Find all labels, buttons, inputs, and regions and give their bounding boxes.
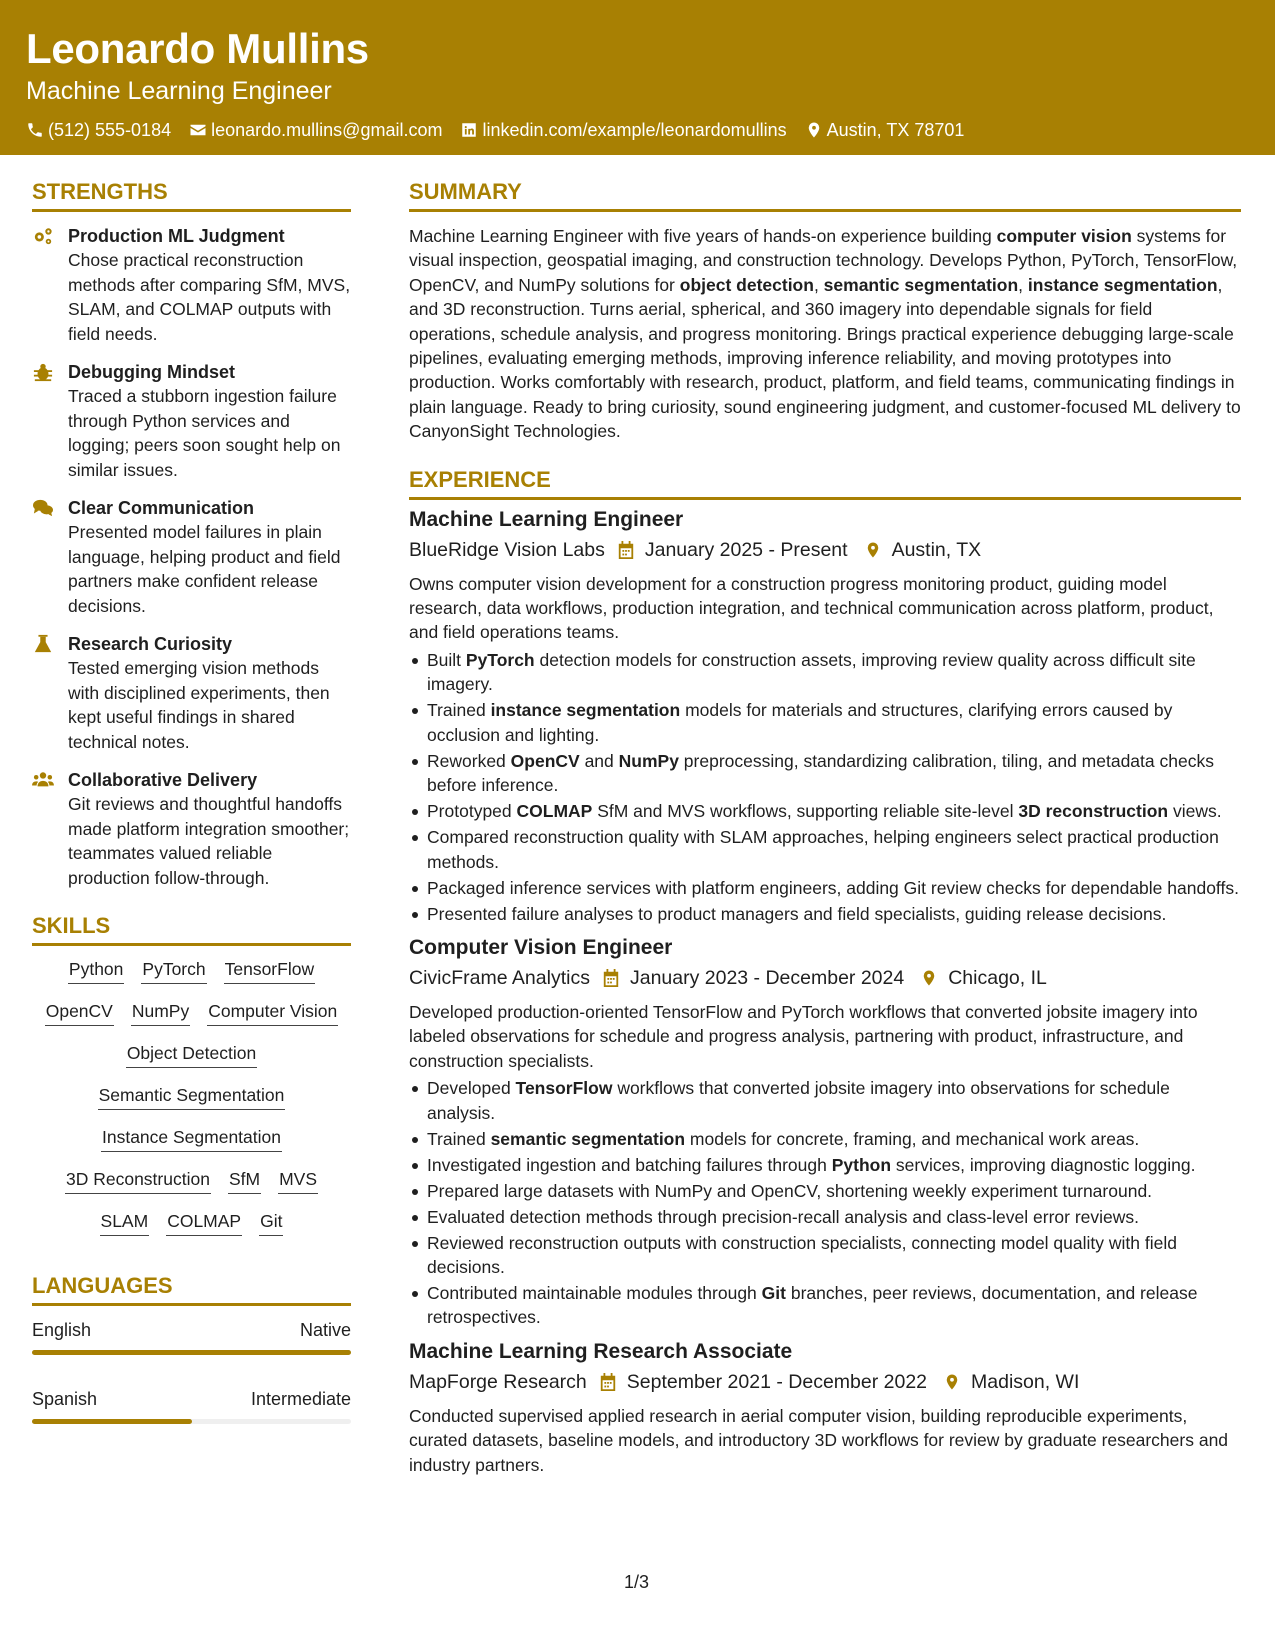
strength-description: Traced a stubborn ingestion failure through Python services and logging; peers soon sought help on similar issues. [68, 386, 341, 480]
skill-tag: OpenCV [45, 1000, 114, 1026]
gears-icon [32, 226, 54, 246]
skills-list [32, 958, 351, 1236]
map-marker-icon [920, 968, 938, 988]
job-location: Austin, TX [891, 538, 982, 561]
skill-tag: Object Detection [126, 1042, 257, 1068]
contact-phone[interactable] [26, 119, 171, 141]
strengths-list [32, 224, 351, 890]
strength-description: Tested emerging vision methods with disciplined experiments, then kept useful findings in shared technical notes. [68, 658, 330, 752]
language-item [32, 1387, 351, 1411]
skill-tag: SfM [228, 1168, 261, 1194]
job-description: Conducted supervised applied research in aerial computer vision, building reproducible experiments, curated datasets, baseline models, and introductory 3D workflows for review by graduate researchers and industry partners. [409, 1405, 1229, 1475]
comments-icon [32, 498, 54, 518]
job-title: Computer Vision Engineer [409, 935, 673, 959]
candidate-title: Machine Learning Engineer [26, 77, 332, 105]
skill-tag: TensorFlow [224, 958, 315, 984]
job-title: Machine Learning Research Associate [409, 1339, 793, 1363]
job-bullet: Compared reconstruction quality with SLAM approaches, helping engineers select practical production methods. [409, 825, 1241, 874]
strength-item [32, 768, 351, 890]
skill-tag: 3D Reconstruction [65, 1168, 211, 1194]
language-proficiency-fill [32, 1419, 192, 1424]
strength-item [32, 496, 351, 618]
summary-text: Machine Learning Engineer with five years of hands-on experience building computer vision systems for visual inspection, geospatial imaging, and construction technology. Develops Python, PyTorch, TensorFlow, OpenCV, and NumPy solutions for object detection, semantic segmentation, instance segmentation, and 3D reconstruction. Turns aerial, spherical, and 360 imagery into dependable signals for field operations, schedule analysis, and progress monitoring. Brings practical experience debugging large-scale pipelines, evaluating emerging methods, improving inference reliability, and moving prototypes into production. Works comfortably with research, product, platform, and field teams, communicating findings in plain language. Ready to bring curiosity, sound engineering judgment, and customer-focused ML delivery to CanyonSight Technologies. [409, 226, 1241, 442]
language-proficiency-fill [32, 1350, 351, 1355]
bold-keyword: computer vision [996, 226, 1132, 246]
skill-tag: COLMAP [166, 1210, 242, 1236]
job-bullet: Packaged inference services with platform engineers, adding Git review checks for dependable handoffs. [409, 876, 1241, 900]
job-bullets [409, 648, 1241, 926]
job-entry [409, 934, 1241, 1330]
bold-keyword: instance segmentation [490, 700, 681, 721]
job-bullet: Reworked OpenCV and NumPy preprocessing, standardizing calibration, tiling, and metadata checks before inference. [409, 749, 1241, 798]
bold-keyword: semantic segmentation [490, 1128, 686, 1149]
job-description: Owns computer vision development for a construction progress monitoring product, guiding model research, data workflows, production integration, and technical communication across platform, product, and field operations teams. [409, 573, 1214, 643]
job-entry [409, 506, 1241, 926]
bug-icon [32, 362, 54, 382]
strength-item [32, 632, 351, 754]
bold-keyword: OpenCV [510, 750, 580, 771]
job-meta [409, 964, 1241, 992]
calendar-icon [617, 540, 635, 560]
skill-tag: Computer Vision [207, 1000, 338, 1026]
skill-tag: PyTorch [141, 958, 206, 984]
strength-item [32, 360, 351, 482]
strength-item [32, 224, 351, 346]
language-level: Intermediate [250, 1389, 351, 1409]
job-meta [409, 1368, 1241, 1396]
bold-keyword: NumPy [618, 750, 679, 771]
languages-heading: LANGUAGES [32, 1272, 351, 1306]
bold-keyword: Python [831, 1154, 892, 1175]
job-description: Developed production-oriented TensorFlow and PyTorch workflows that converted jobsite imagery into labeled observations for schedule and progress analysis, partnering with product, infrastructure, and construction specialists. [409, 1001, 1198, 1071]
contact-email[interactable] [189, 119, 442, 141]
map-marker-icon [864, 540, 882, 560]
strengths-heading: STRENGTHS [32, 178, 351, 212]
job-meta [409, 536, 1241, 564]
company-name: CivicFrame Analytics [409, 966, 590, 989]
skill-tag: SLAM [100, 1210, 150, 1236]
candidate-name: Leonardo Mullins [26, 25, 369, 72]
job-bullet: Prepared large datasets with NumPy and OpenCV, shortening weekly experiment turnaround. [409, 1179, 1241, 1203]
job-bullet: Presented failure analyses to product managers and field specialists, guiding release decisions. [409, 902, 1241, 926]
linkedin-icon [460, 121, 478, 139]
map-marker-icon [805, 121, 823, 139]
left-column [32, 178, 351, 1456]
job-bullet: Built PyTorch detection models for construction assets, improving review quality across difficult site imagery. [409, 648, 1241, 697]
page-number: 1/3 [624, 1572, 650, 1592]
job-location: Chicago, IL [948, 966, 1047, 989]
right-column [409, 178, 1241, 1477]
bold-keyword: Git [761, 1282, 786, 1303]
skill-tag: Git [259, 1210, 283, 1236]
job-dates: January 2023 - December 2024 [629, 966, 905, 989]
job-bullet: Contributed maintainable modules through Git branches, peer reviews, documentation, and release retrospectives. [409, 1281, 1241, 1330]
job-location: Madison, WI [971, 1370, 1080, 1393]
job-bullet: Developed TensorFlow workflows that converted jobsite imagery into observations for schedule analysis. [409, 1076, 1241, 1125]
email-text: leonardo.mullins@gmail.com [211, 120, 443, 140]
job-bullet: Trained semantic segmentation models for concrete, framing, and mechanical work areas. [409, 1127, 1241, 1151]
strength-title: Collaborative Delivery [68, 770, 258, 790]
users-icon [32, 770, 54, 790]
language-name: English [32, 1320, 92, 1340]
strength-description: Git reviews and thoughtful handoffs made platform integration smoother; teammates valued reliable production follow-through. [68, 794, 350, 888]
bold-keyword: instance segmentation [1027, 274, 1218, 295]
job-entry [409, 1338, 1241, 1477]
bold-keyword: semantic segmentation [823, 274, 1019, 295]
job-bullet: Trained instance segmentation models for materials and structures, clarifying errors caused by occlusion and lighting. [409, 698, 1241, 747]
bold-keyword: TensorFlow [515, 1078, 613, 1099]
skill-tag: Python [68, 958, 124, 984]
calendar-icon [602, 968, 620, 988]
experience-heading: EXPERIENCE [409, 466, 1241, 500]
bold-keyword: object detection [679, 274, 814, 295]
strength-title: Research Curiosity [68, 634, 233, 654]
skill-tag: Instance Segmentation [101, 1126, 282, 1152]
phone-text: (512) 555-0184 [48, 120, 172, 140]
bold-keyword: 3D reconstruction [1018, 801, 1169, 822]
contact-location [805, 119, 965, 141]
strength-title: Production ML Judgment [68, 226, 285, 246]
company-name: BlueRidge Vision Labs [409, 538, 605, 561]
strength-title: Debugging Mindset [68, 362, 235, 382]
envelope-icon [189, 121, 207, 139]
bold-keyword: PyTorch [465, 649, 535, 670]
languages-list [32, 1318, 351, 1424]
job-bullet: Investigated ingestion and batching failures through Python services, improving diagnostic logging. [409, 1153, 1241, 1177]
strength-title: Clear Communication [68, 498, 255, 518]
language-level: Native [299, 1320, 351, 1340]
strength-description: Presented model failures in plain language, helping product and field partners make confident release decisions. [68, 522, 341, 616]
job-bullet: Prototyped COLMAP SfM and MVS workflows, supporting reliable site-level 3D reconstruction views. [409, 799, 1241, 823]
job-dates: January 2025 - Present [644, 538, 848, 561]
phone-icon [26, 121, 44, 139]
map-marker-icon [943, 1372, 961, 1392]
bold-keyword: COLMAP [516, 801, 593, 822]
job-dates: September 2021 - December 2022 [626, 1370, 928, 1393]
job-bullet: Reviewed reconstruction outputs with construction specialists, connecting model quality with field decisions. [409, 1231, 1241, 1280]
strength-description: Chose practical reconstruction methods after comparing SfM, MVS, SLAM, and COLMAP outputs with field needs. [68, 250, 351, 344]
job-title: Machine Learning Engineer [409, 507, 684, 531]
job-bullet: Evaluated detection methods through precision-recall analysis and class-level error reviews. [409, 1205, 1241, 1229]
language-name: Spanish [32, 1389, 98, 1409]
language-proficiency-bar [32, 1419, 351, 1424]
contact-bar [26, 119, 1275, 141]
skills-heading: SKILLS [32, 912, 351, 946]
skill-tag: MVS [278, 1168, 318, 1194]
linkedin-text: linkedin.com/example/leonardomullins [482, 120, 787, 140]
calendar-icon [599, 1372, 617, 1392]
skill-tag: NumPy [131, 1000, 190, 1026]
company-name: MapForge Research [409, 1370, 587, 1393]
location-text: Austin, TX 78701 [826, 120, 965, 140]
contact-linkedin[interactable] [460, 119, 786, 141]
language-proficiency-bar [32, 1350, 351, 1355]
skill-tag: Semantic Segmentation [98, 1084, 286, 1110]
language-item [32, 1318, 351, 1342]
flask-icon [32, 634, 54, 654]
summary-heading: SUMMARY [409, 178, 1241, 212]
job-bullets [409, 1076, 1241, 1330]
resume-header [0, 0, 1275, 155]
